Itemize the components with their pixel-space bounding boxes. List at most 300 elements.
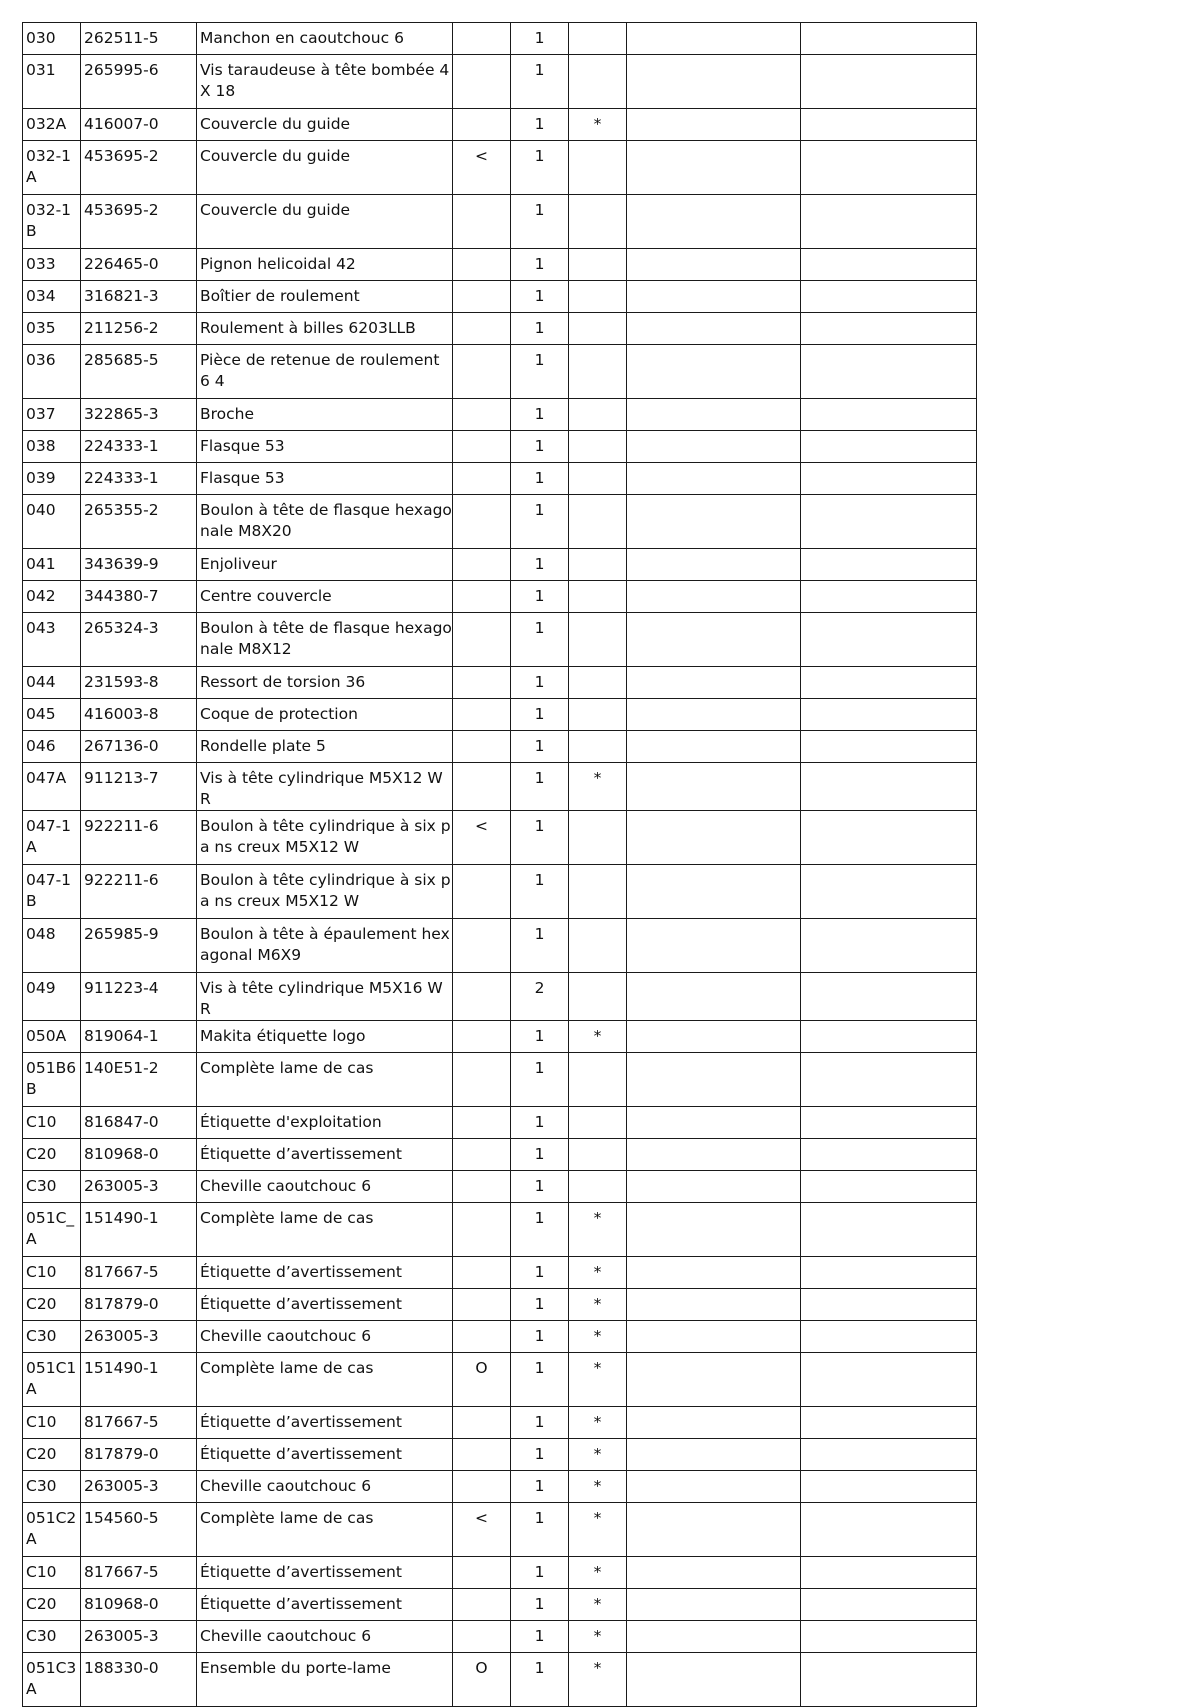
table-row: [23, 55, 977, 109]
empty-cell: [627, 1053, 801, 1107]
mark-cell: *: [569, 1471, 627, 1503]
empty-cell: [801, 313, 977, 345]
empty-cell: [627, 399, 801, 431]
description-cell: Étiquette d’avertissement: [197, 1139, 453, 1171]
table-row: [23, 463, 977, 495]
mark-cell: [569, 1171, 627, 1203]
empty-cell: [627, 249, 801, 281]
change-note-cell: [453, 1621, 511, 1653]
change-note-cell: O: [453, 1653, 511, 1707]
table-row: [23, 1557, 977, 1589]
part-number-cell: 911213-7: [81, 763, 197, 811]
empty-cell: [627, 1557, 801, 1589]
empty-cell: [627, 281, 801, 313]
table-row: [23, 431, 977, 463]
part-number-cell: 922211-6: [81, 865, 197, 919]
quantity-cell: 1: [511, 581, 569, 613]
empty-cell: [627, 699, 801, 731]
item-number-cell: 047A: [23, 763, 81, 811]
item-number-cell: 043: [23, 613, 81, 667]
mark-cell: *: [569, 1557, 627, 1589]
change-note-cell: [453, 1439, 511, 1471]
quantity-cell: 1: [511, 1353, 569, 1407]
empty-cell: [627, 345, 801, 399]
empty-cell: [801, 495, 977, 549]
table-row: [23, 1107, 977, 1139]
empty-cell: [627, 195, 801, 249]
description-cell: Complète lame de cas: [197, 1353, 453, 1407]
description-cell: Ensemble du porte-lame: [197, 1653, 453, 1707]
description-cell: Étiquette d’avertissement: [197, 1407, 453, 1439]
empty-cell: [801, 1171, 977, 1203]
table-row: [23, 763, 977, 811]
empty-cell: [627, 811, 801, 865]
mark-cell: *: [569, 1621, 627, 1653]
description-cell: Boulon à tête cylindrique à six pa ns creux M5X12 W: [197, 811, 453, 865]
quantity-cell: 1: [511, 281, 569, 313]
change-note-cell: [453, 431, 511, 463]
mark-cell: [569, 463, 627, 495]
mark-cell: *: [569, 1589, 627, 1621]
description-cell: Vis taraudeuse à tête bombée 4X 18: [197, 55, 453, 109]
item-number-cell: 030: [23, 23, 81, 55]
change-note-cell: <: [453, 811, 511, 865]
description-cell: Étiquette d'exploitation: [197, 1107, 453, 1139]
quantity-cell: 1: [511, 919, 569, 973]
empty-cell: [801, 195, 977, 249]
quantity-cell: 1: [511, 1053, 569, 1107]
part-number-cell: 817879-0: [81, 1289, 197, 1321]
mark-cell: *: [569, 1021, 627, 1053]
change-note-cell: [453, 865, 511, 919]
part-number-cell: 231593-8: [81, 667, 197, 699]
mark-cell: [569, 973, 627, 1021]
empty-cell: [627, 1203, 801, 1257]
mark-cell: [569, 1139, 627, 1171]
empty-cell: [627, 109, 801, 141]
empty-cell: [627, 1503, 801, 1557]
mark-cell: [569, 281, 627, 313]
empty-cell: [801, 281, 977, 313]
empty-cell: [627, 1021, 801, 1053]
table-row: [23, 399, 977, 431]
item-number-cell: C30: [23, 1471, 81, 1503]
quantity-cell: 1: [511, 1257, 569, 1289]
change-note-cell: [453, 1171, 511, 1203]
table-row: [23, 613, 977, 667]
table-row: [23, 1471, 977, 1503]
empty-cell: [801, 1321, 977, 1353]
empty-cell: [627, 549, 801, 581]
empty-cell: [801, 431, 977, 463]
change-note-cell: [453, 667, 511, 699]
item-number-cell: 039: [23, 463, 81, 495]
quantity-cell: 1: [511, 1139, 569, 1171]
mark-cell: [569, 399, 627, 431]
part-number-cell: 810968-0: [81, 1589, 197, 1621]
description-cell: Rondelle plate 5: [197, 731, 453, 763]
part-number-cell: 819064-1: [81, 1021, 197, 1053]
quantity-cell: 1: [511, 1021, 569, 1053]
item-number-cell: 032A: [23, 109, 81, 141]
mark-cell: [569, 731, 627, 763]
parts-table: [22, 22, 977, 1707]
part-number-cell: 226465-0: [81, 249, 197, 281]
item-number-cell: 051B6 B: [23, 1053, 81, 1107]
quantity-cell: 1: [511, 1557, 569, 1589]
item-number-cell: 050A: [23, 1021, 81, 1053]
item-number-cell: 040: [23, 495, 81, 549]
table-row: [23, 1407, 977, 1439]
quantity-cell: 1: [511, 399, 569, 431]
description-cell: Couvercle du guide: [197, 109, 453, 141]
item-number-cell: 046: [23, 731, 81, 763]
table-row: [23, 495, 977, 549]
quantity-cell: 1: [511, 1321, 569, 1353]
empty-cell: [627, 731, 801, 763]
change-note-cell: <: [453, 141, 511, 195]
description-cell: Cheville caoutchouc 6: [197, 1171, 453, 1203]
change-note-cell: [453, 919, 511, 973]
quantity-cell: 1: [511, 667, 569, 699]
part-number-cell: 211256-2: [81, 313, 197, 345]
empty-cell: [801, 109, 977, 141]
quantity-cell: 1: [511, 1621, 569, 1653]
quantity-cell: 1: [511, 55, 569, 109]
description-cell: Vis à tête cylindrique M5X16 WR: [197, 973, 453, 1021]
empty-cell: [801, 1107, 977, 1139]
description-cell: Cheville caoutchouc 6: [197, 1471, 453, 1503]
quantity-cell: 1: [511, 1439, 569, 1471]
mark-cell: [569, 613, 627, 667]
empty-cell: [801, 1407, 977, 1439]
empty-cell: [627, 613, 801, 667]
table-row: [23, 249, 977, 281]
mark-cell: *: [569, 1407, 627, 1439]
quantity-cell: 1: [511, 1471, 569, 1503]
empty-cell: [801, 973, 977, 1021]
part-number-cell: 911223-4: [81, 973, 197, 1021]
change-note-cell: [453, 1557, 511, 1589]
quantity-cell: 1: [511, 141, 569, 195]
table-row: [23, 1203, 977, 1257]
change-note-cell: [453, 549, 511, 581]
table-row: [23, 581, 977, 613]
mark-cell: [569, 431, 627, 463]
empty-cell: [627, 495, 801, 549]
part-number-cell: 262511-5: [81, 23, 197, 55]
empty-cell: [627, 1289, 801, 1321]
quantity-cell: 1: [511, 495, 569, 549]
quantity-cell: 1: [511, 249, 569, 281]
empty-cell: [627, 1621, 801, 1653]
item-number-cell: 051C1 A: [23, 1353, 81, 1407]
description-cell: Complète lame de cas: [197, 1053, 453, 1107]
empty-cell: [801, 1471, 977, 1503]
quantity-cell: 1: [511, 1653, 569, 1707]
empty-cell: [801, 1353, 977, 1407]
empty-cell: [801, 1621, 977, 1653]
item-number-cell: C10: [23, 1257, 81, 1289]
item-number-cell: C30: [23, 1621, 81, 1653]
mark-cell: [569, 345, 627, 399]
empty-cell: [627, 1439, 801, 1471]
empty-cell: [801, 399, 977, 431]
empty-cell: [801, 731, 977, 763]
empty-cell: [801, 1139, 977, 1171]
empty-cell: [627, 23, 801, 55]
change-note-cell: [453, 195, 511, 249]
change-note-cell: [453, 1203, 511, 1257]
item-number-cell: 041: [23, 549, 81, 581]
table-row: [23, 281, 977, 313]
part-number-cell: 816847-0: [81, 1107, 197, 1139]
mark-cell: [569, 141, 627, 195]
table-row: [23, 23, 977, 55]
empty-cell: [801, 1289, 977, 1321]
table-row: [23, 1621, 977, 1653]
item-number-cell: 036: [23, 345, 81, 399]
change-note-cell: [453, 1407, 511, 1439]
description-cell: Flasque 53: [197, 431, 453, 463]
item-number-cell: 047-1 A: [23, 811, 81, 865]
empty-cell: [627, 1107, 801, 1139]
part-number-cell: 316821-3: [81, 281, 197, 313]
table-row: [23, 1503, 977, 1557]
part-number-cell: 267136-0: [81, 731, 197, 763]
empty-cell: [627, 667, 801, 699]
empty-cell: [801, 141, 977, 195]
table-row: [23, 1139, 977, 1171]
quantity-cell: 1: [511, 1407, 569, 1439]
part-number-cell: 265995-6: [81, 55, 197, 109]
mark-cell: *: [569, 1321, 627, 1353]
empty-cell: [801, 1503, 977, 1557]
item-number-cell: 049: [23, 973, 81, 1021]
item-number-cell: 031: [23, 55, 81, 109]
description-cell: Étiquette d’avertissement: [197, 1557, 453, 1589]
description-cell: Complète lame de cas: [197, 1203, 453, 1257]
table-row: [23, 1321, 977, 1353]
empty-cell: [801, 1257, 977, 1289]
mark-cell: *: [569, 109, 627, 141]
mark-cell: *: [569, 1439, 627, 1471]
quantity-cell: 1: [511, 109, 569, 141]
item-number-cell: 042: [23, 581, 81, 613]
empty-cell: [627, 431, 801, 463]
change-note-cell: [453, 763, 511, 811]
description-cell: Cheville caoutchouc 6: [197, 1321, 453, 1353]
table-row: [23, 195, 977, 249]
change-note-cell: [453, 699, 511, 731]
change-note-cell: [453, 731, 511, 763]
table-row: [23, 141, 977, 195]
empty-cell: [801, 23, 977, 55]
description-cell: Enjoliveur: [197, 549, 453, 581]
item-number-cell: 037: [23, 399, 81, 431]
part-number-cell: 810968-0: [81, 1139, 197, 1171]
description-cell: Étiquette d’avertissement: [197, 1439, 453, 1471]
part-number-cell: 265355-2: [81, 495, 197, 549]
part-number-cell: 224333-1: [81, 463, 197, 495]
part-number-cell: 922211-6: [81, 811, 197, 865]
change-note-cell: [453, 281, 511, 313]
change-note-cell: [453, 313, 511, 345]
description-cell: Couvercle du guide: [197, 141, 453, 195]
change-note-cell: <: [453, 1503, 511, 1557]
part-number-cell: 817879-0: [81, 1439, 197, 1471]
quantity-cell: 1: [511, 195, 569, 249]
part-number-cell: 453695-2: [81, 141, 197, 195]
empty-cell: [801, 667, 977, 699]
mark-cell: *: [569, 1257, 627, 1289]
change-note-cell: [453, 1139, 511, 1171]
quantity-cell: 1: [511, 731, 569, 763]
description-cell: Coque de protection: [197, 699, 453, 731]
table-row: [23, 973, 977, 1021]
description-cell: Boulon à tête cylindrique à six pa ns creux M5X12 W: [197, 865, 453, 919]
change-note-cell: O: [453, 1353, 511, 1407]
mark-cell: [569, 811, 627, 865]
mark-cell: *: [569, 763, 627, 811]
empty-cell: [801, 345, 977, 399]
table-row: [23, 1439, 977, 1471]
change-note-cell: [453, 1589, 511, 1621]
item-number-cell: 034: [23, 281, 81, 313]
part-number-cell: 453695-2: [81, 195, 197, 249]
empty-cell: [801, 249, 977, 281]
empty-cell: [627, 1139, 801, 1171]
empty-cell: [801, 811, 977, 865]
change-note-cell: [453, 1289, 511, 1321]
item-number-cell: 051C_ A: [23, 1203, 81, 1257]
item-number-cell: C20: [23, 1289, 81, 1321]
description-cell: Vis à tête cylindrique M5X12 WR: [197, 763, 453, 811]
empty-cell: [627, 313, 801, 345]
table-row: [23, 1653, 977, 1707]
change-note-cell: [453, 1257, 511, 1289]
empty-cell: [627, 1407, 801, 1439]
mark-cell: [569, 495, 627, 549]
mark-cell: *: [569, 1653, 627, 1707]
mark-cell: [569, 667, 627, 699]
description-cell: Ressort de torsion 36: [197, 667, 453, 699]
quantity-cell: 1: [511, 1589, 569, 1621]
part-number-cell: 344380-7: [81, 581, 197, 613]
quantity-cell: 1: [511, 865, 569, 919]
change-note-cell: [453, 495, 511, 549]
item-number-cell: 033: [23, 249, 81, 281]
part-number-cell: 151490-1: [81, 1353, 197, 1407]
change-note-cell: [453, 1471, 511, 1503]
empty-cell: [627, 1653, 801, 1707]
description-cell: Centre couvercle: [197, 581, 453, 613]
table-row: [23, 1257, 977, 1289]
empty-cell: [801, 1021, 977, 1053]
mark-cell: [569, 699, 627, 731]
mark-cell: [569, 865, 627, 919]
change-note-cell: [453, 1053, 511, 1107]
quantity-cell: 1: [511, 1503, 569, 1557]
description-cell: Cheville caoutchouc 6: [197, 1621, 453, 1653]
item-number-cell: C10: [23, 1407, 81, 1439]
quantity-cell: 1: [511, 613, 569, 667]
empty-cell: [627, 973, 801, 1021]
part-number-cell: 265324-3: [81, 613, 197, 667]
description-cell: Couvercle du guide: [197, 195, 453, 249]
description-cell: Boulon à tête de flasque hexago nale M8X20: [197, 495, 453, 549]
quantity-cell: 2: [511, 973, 569, 1021]
empty-cell: [801, 581, 977, 613]
description-cell: Manchon en caoutchouc 6: [197, 23, 453, 55]
part-number-cell: 263005-3: [81, 1621, 197, 1653]
item-number-cell: C20: [23, 1139, 81, 1171]
quantity-cell: 1: [511, 345, 569, 399]
mark-cell: [569, 1053, 627, 1107]
change-note-cell: [453, 345, 511, 399]
part-number-cell: 151490-1: [81, 1203, 197, 1257]
description-cell: Complète lame de cas: [197, 1503, 453, 1557]
part-number-cell: 817667-5: [81, 1257, 197, 1289]
empty-cell: [801, 763, 977, 811]
change-note-cell: [453, 55, 511, 109]
quantity-cell: 1: [511, 811, 569, 865]
part-number-cell: 322865-3: [81, 399, 197, 431]
quantity-cell: 1: [511, 463, 569, 495]
description-cell: Boulon à tête à épaulement hex agonal M6X9: [197, 919, 453, 973]
empty-cell: [801, 1589, 977, 1621]
part-number-cell: 265985-9: [81, 919, 197, 973]
empty-cell: [801, 919, 977, 973]
item-number-cell: 032-1 B: [23, 195, 81, 249]
part-number-cell: 224333-1: [81, 431, 197, 463]
mark-cell: [569, 55, 627, 109]
quantity-cell: 1: [511, 763, 569, 811]
quantity-cell: 1: [511, 23, 569, 55]
part-number-cell: 817667-5: [81, 1557, 197, 1589]
description-cell: Étiquette d’avertissement: [197, 1257, 453, 1289]
description-cell: Pignon helicoidal 42: [197, 249, 453, 281]
item-number-cell: C10: [23, 1557, 81, 1589]
mark-cell: [569, 549, 627, 581]
empty-cell: [627, 1353, 801, 1407]
quantity-cell: 1: [511, 1107, 569, 1139]
mark-cell: *: [569, 1289, 627, 1321]
mark-cell: *: [569, 1203, 627, 1257]
item-number-cell: 051C2 A: [23, 1503, 81, 1557]
change-note-cell: [453, 613, 511, 667]
description-cell: Boîtier de roulement: [197, 281, 453, 313]
change-note-cell: [453, 249, 511, 281]
table-row: [23, 699, 977, 731]
item-number-cell: 044: [23, 667, 81, 699]
table-row: [23, 1021, 977, 1053]
part-number-cell: 817667-5: [81, 1407, 197, 1439]
part-number-cell: 263005-3: [81, 1321, 197, 1353]
change-note-cell: [453, 23, 511, 55]
item-number-cell: 051C3 A: [23, 1653, 81, 1707]
mark-cell: [569, 581, 627, 613]
change-note-cell: [453, 463, 511, 495]
mark-cell: [569, 23, 627, 55]
part-number-cell: 285685-5: [81, 345, 197, 399]
description-cell: Makita étiquette logo: [197, 1021, 453, 1053]
table-row: [23, 811, 977, 865]
empty-cell: [627, 1589, 801, 1621]
table-row: [23, 1353, 977, 1407]
mark-cell: [569, 1107, 627, 1139]
empty-cell: [627, 1471, 801, 1503]
